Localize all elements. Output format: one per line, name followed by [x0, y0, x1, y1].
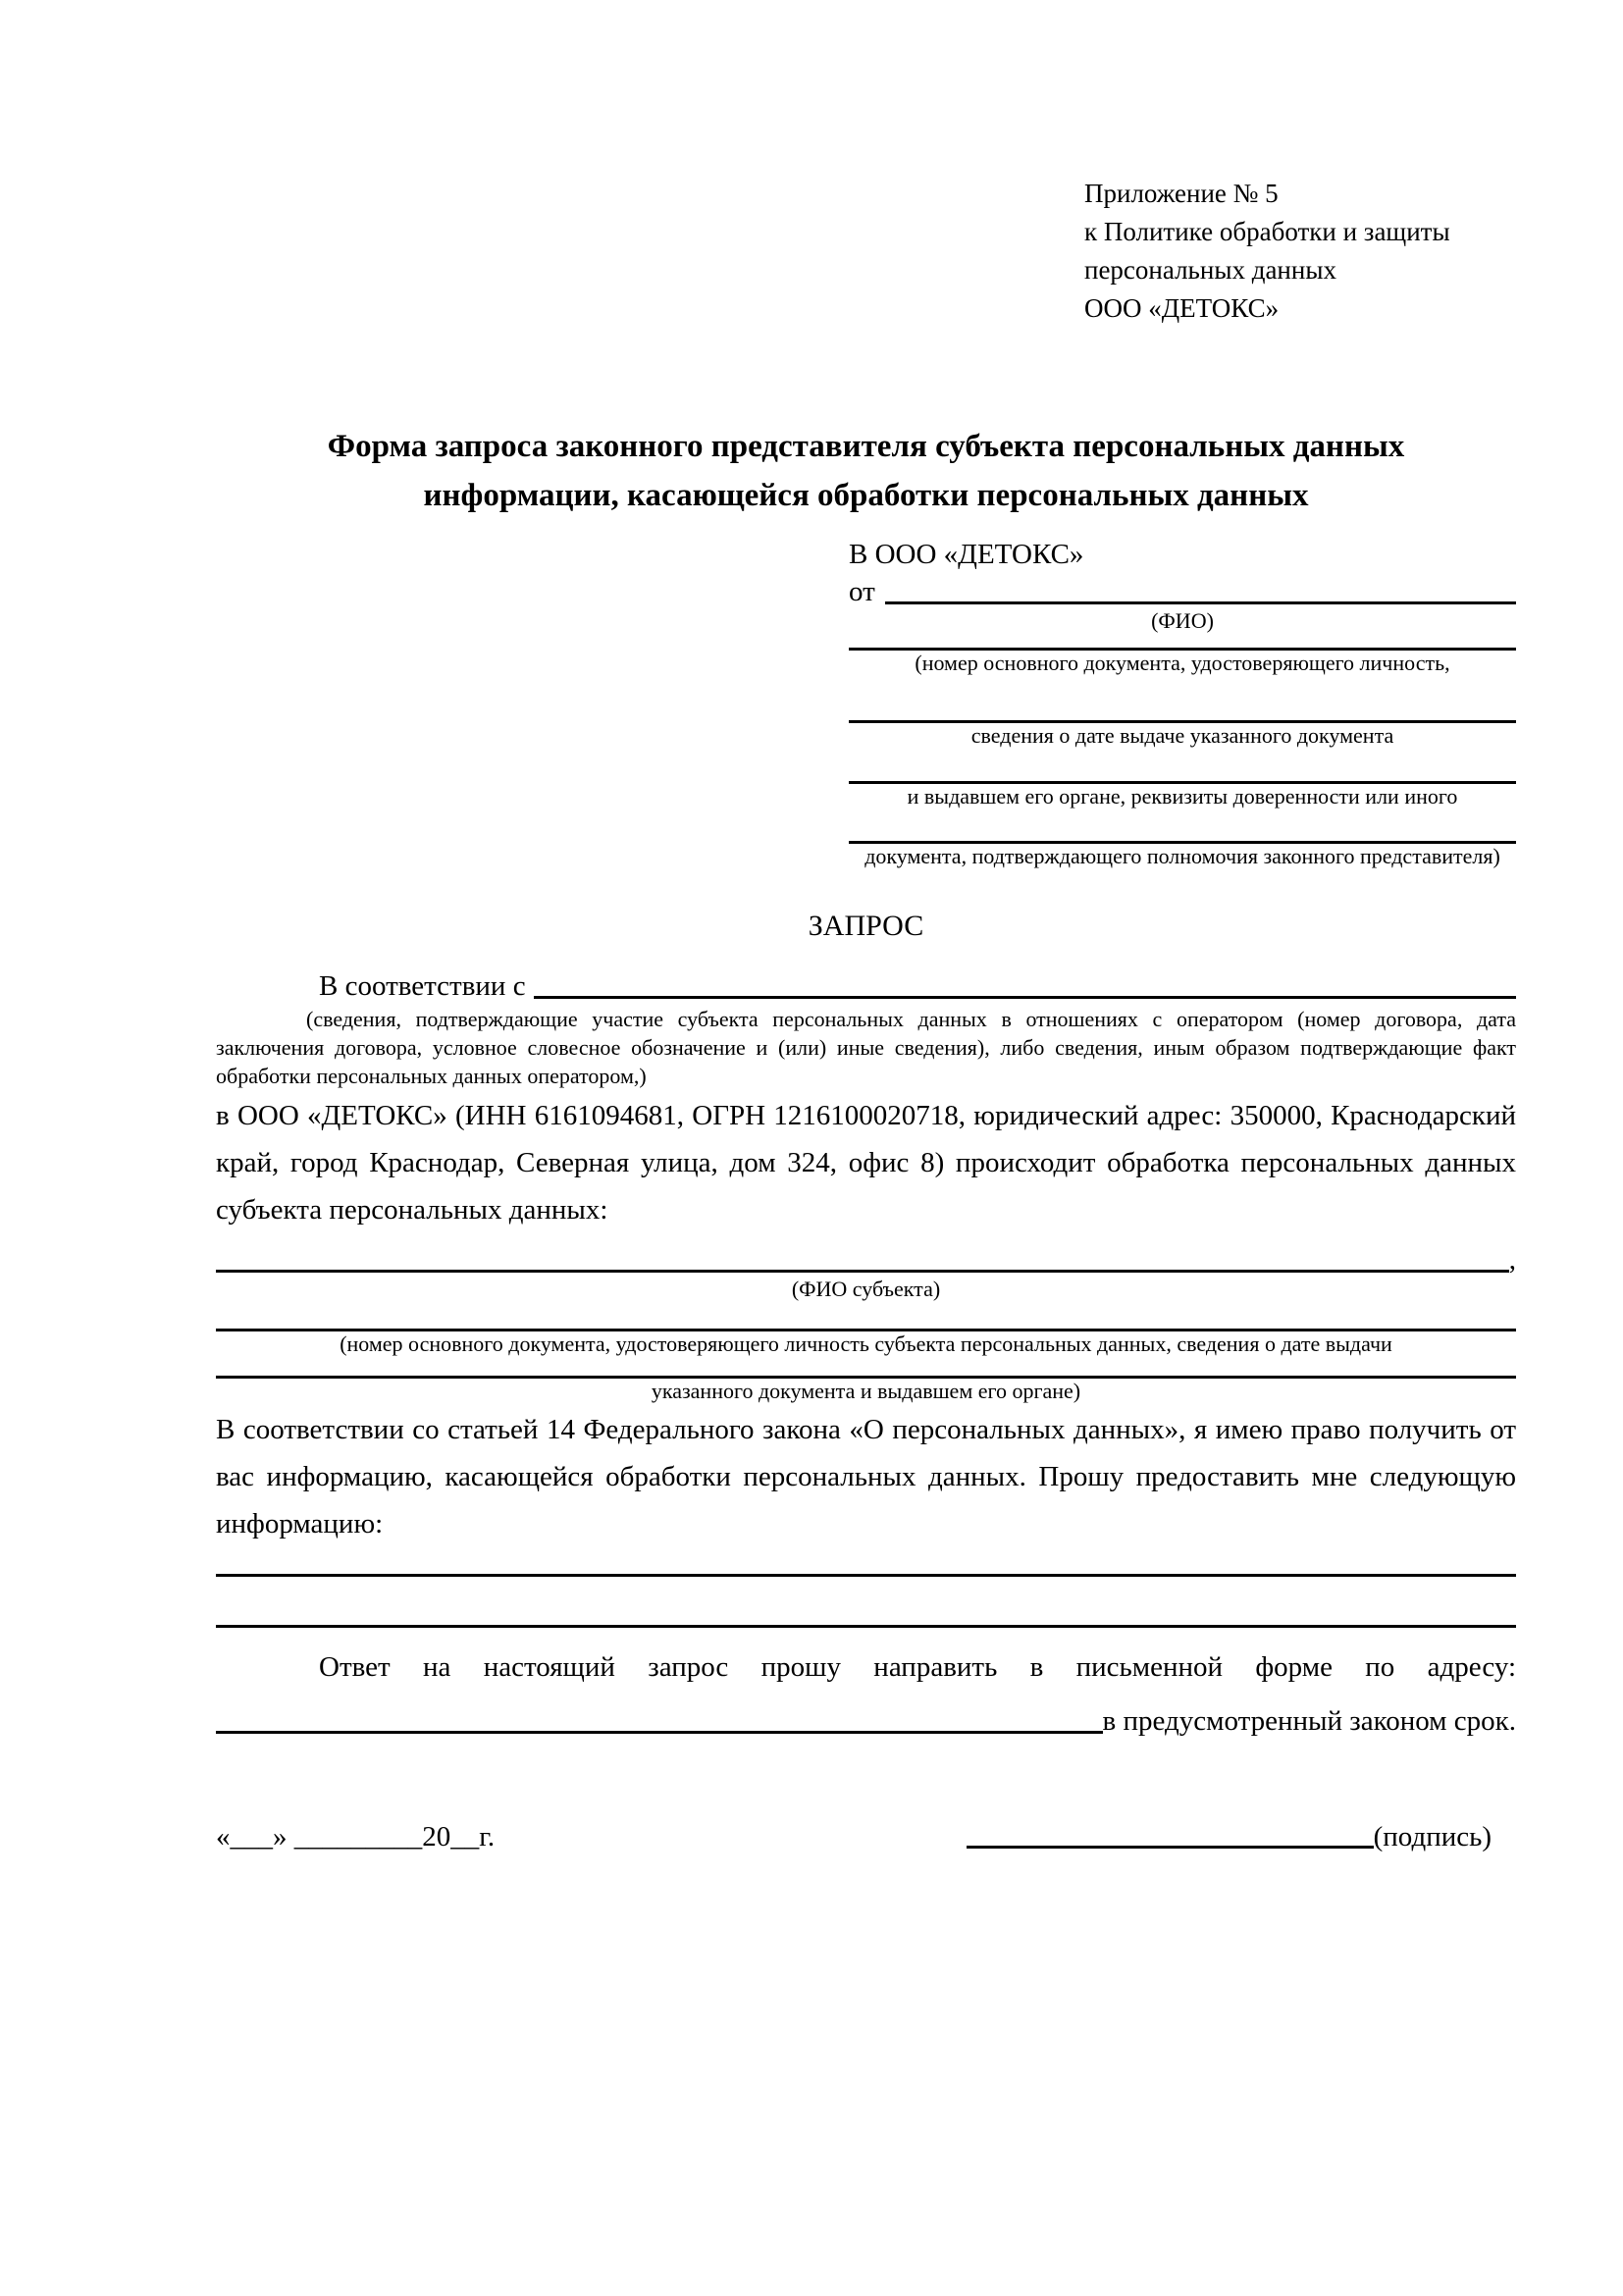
signature-caption: (подпись)	[1373, 1821, 1492, 1852]
fio-caption: (ФИО)	[1151, 608, 1214, 633]
accordance-note: (сведения, подтверждающие участие субъекта персональных данных в отношениях с оператором (номер договора, дата заключения договора, условное словесное обозначение и (или) иные сведения), либо сведения, иным образом подтверждающие факт обработки персональных данных оператором,)	[216, 1007, 1516, 1088]
recipient-block	[849, 534, 1516, 869]
subject-comma: ,	[1508, 1244, 1516, 1276]
signature-fill-line	[967, 1846, 1374, 1849]
answer-address-row	[216, 1691, 1516, 1738]
page-title-line2: информации, касающейся обработки персональных данных	[423, 478, 1309, 513]
representative-doc-fill-line	[849, 634, 1516, 651]
representative-doc-caption: сведения о дате выдаче указанного документа	[970, 723, 1394, 748]
signature-group	[967, 1821, 1492, 1853]
appendix-header	[1084, 175, 1516, 328]
accordance-fill-line	[534, 962, 1516, 999]
date-line: «___» _________20__г.	[216, 1821, 496, 1852]
accordance-label: В соответствии с	[319, 970, 526, 1002]
information-fill-line	[216, 1547, 1516, 1577]
subject-doc-fill-line	[216, 1357, 1516, 1379]
law-paragraph: В соответствии со статьей 14 Федерального закона «О персональных данных», я имею право получить от вас информацию, касающейся обработки персональных данных. Прошу предоставить мне следующую информацию:	[216, 1414, 1516, 1539]
representative-doc-fill-line	[849, 749, 1516, 784]
request-heading: ЗАПРОС	[808, 910, 924, 942]
from-fill-line	[885, 575, 1516, 604]
representative-doc-caption: документа, подтверждающего полномочия законного представителя)	[864, 844, 1500, 868]
answer-paragraph: Ответ на настоящий запрос прошу направить в письменной форме по адресу:	[319, 1651, 1516, 1683]
subject-doc-caption: (номер основного документа, удостоверяющего личность субъекта персональных данных, сведения о дате выдачи	[340, 1331, 1392, 1356]
subject-doc-fill-line	[216, 1302, 1516, 1331]
page-title	[216, 422, 1516, 520]
representative-doc-caption: (номер основного документа, удостоверяющего личность,	[915, 651, 1450, 675]
accordance-row	[216, 962, 1516, 1003]
subject-fio-fill-line	[216, 1243, 1509, 1273]
from-label: от	[849, 576, 875, 607]
from-row	[849, 575, 1516, 608]
representative-doc-fill-line	[849, 809, 1516, 844]
appendix-line: персональных данных	[1084, 255, 1336, 285]
appendix-line: ООО «ДЕТОКС»	[1084, 293, 1280, 323]
answer-address-fill-line	[216, 1691, 1103, 1734]
footer-row	[216, 1821, 1516, 1853]
subject-fio-caption: (ФИО субъекта)	[791, 1277, 941, 1301]
subject-fio-row	[216, 1243, 1516, 1277]
information-fill-line	[216, 1577, 1516, 1628]
subject-doc-caption: указанного документа и выдавшем его органе)	[651, 1379, 1081, 1403]
appendix-line: Приложение № 5	[1084, 179, 1279, 208]
answer-tail: в предусмотренный законом срок.	[1102, 1705, 1516, 1737]
recipient-to: В ООО «ДЕТОКС»	[849, 539, 1084, 570]
page-title-line1: Форма запроса законного представителя субъекта персональных данных	[327, 429, 1405, 464]
appendix-line: к Политике обработки и защиты	[1084, 217, 1450, 246]
operator-paragraph: в ООО «ДЕТОКС» (ИНН 6161094681, ОГРН 1216100020718, юридический адрес: 350000, Краснодарский край, город Краснодар, Северная улица, дом 324, офис 8) происходит обработка персональных данных субъекта персональных данных:	[216, 1100, 1516, 1226]
representative-doc-fill-line	[849, 676, 1516, 723]
representative-doc-caption: и выдавшем его органе, реквизиты доверенности или иного	[907, 784, 1458, 809]
